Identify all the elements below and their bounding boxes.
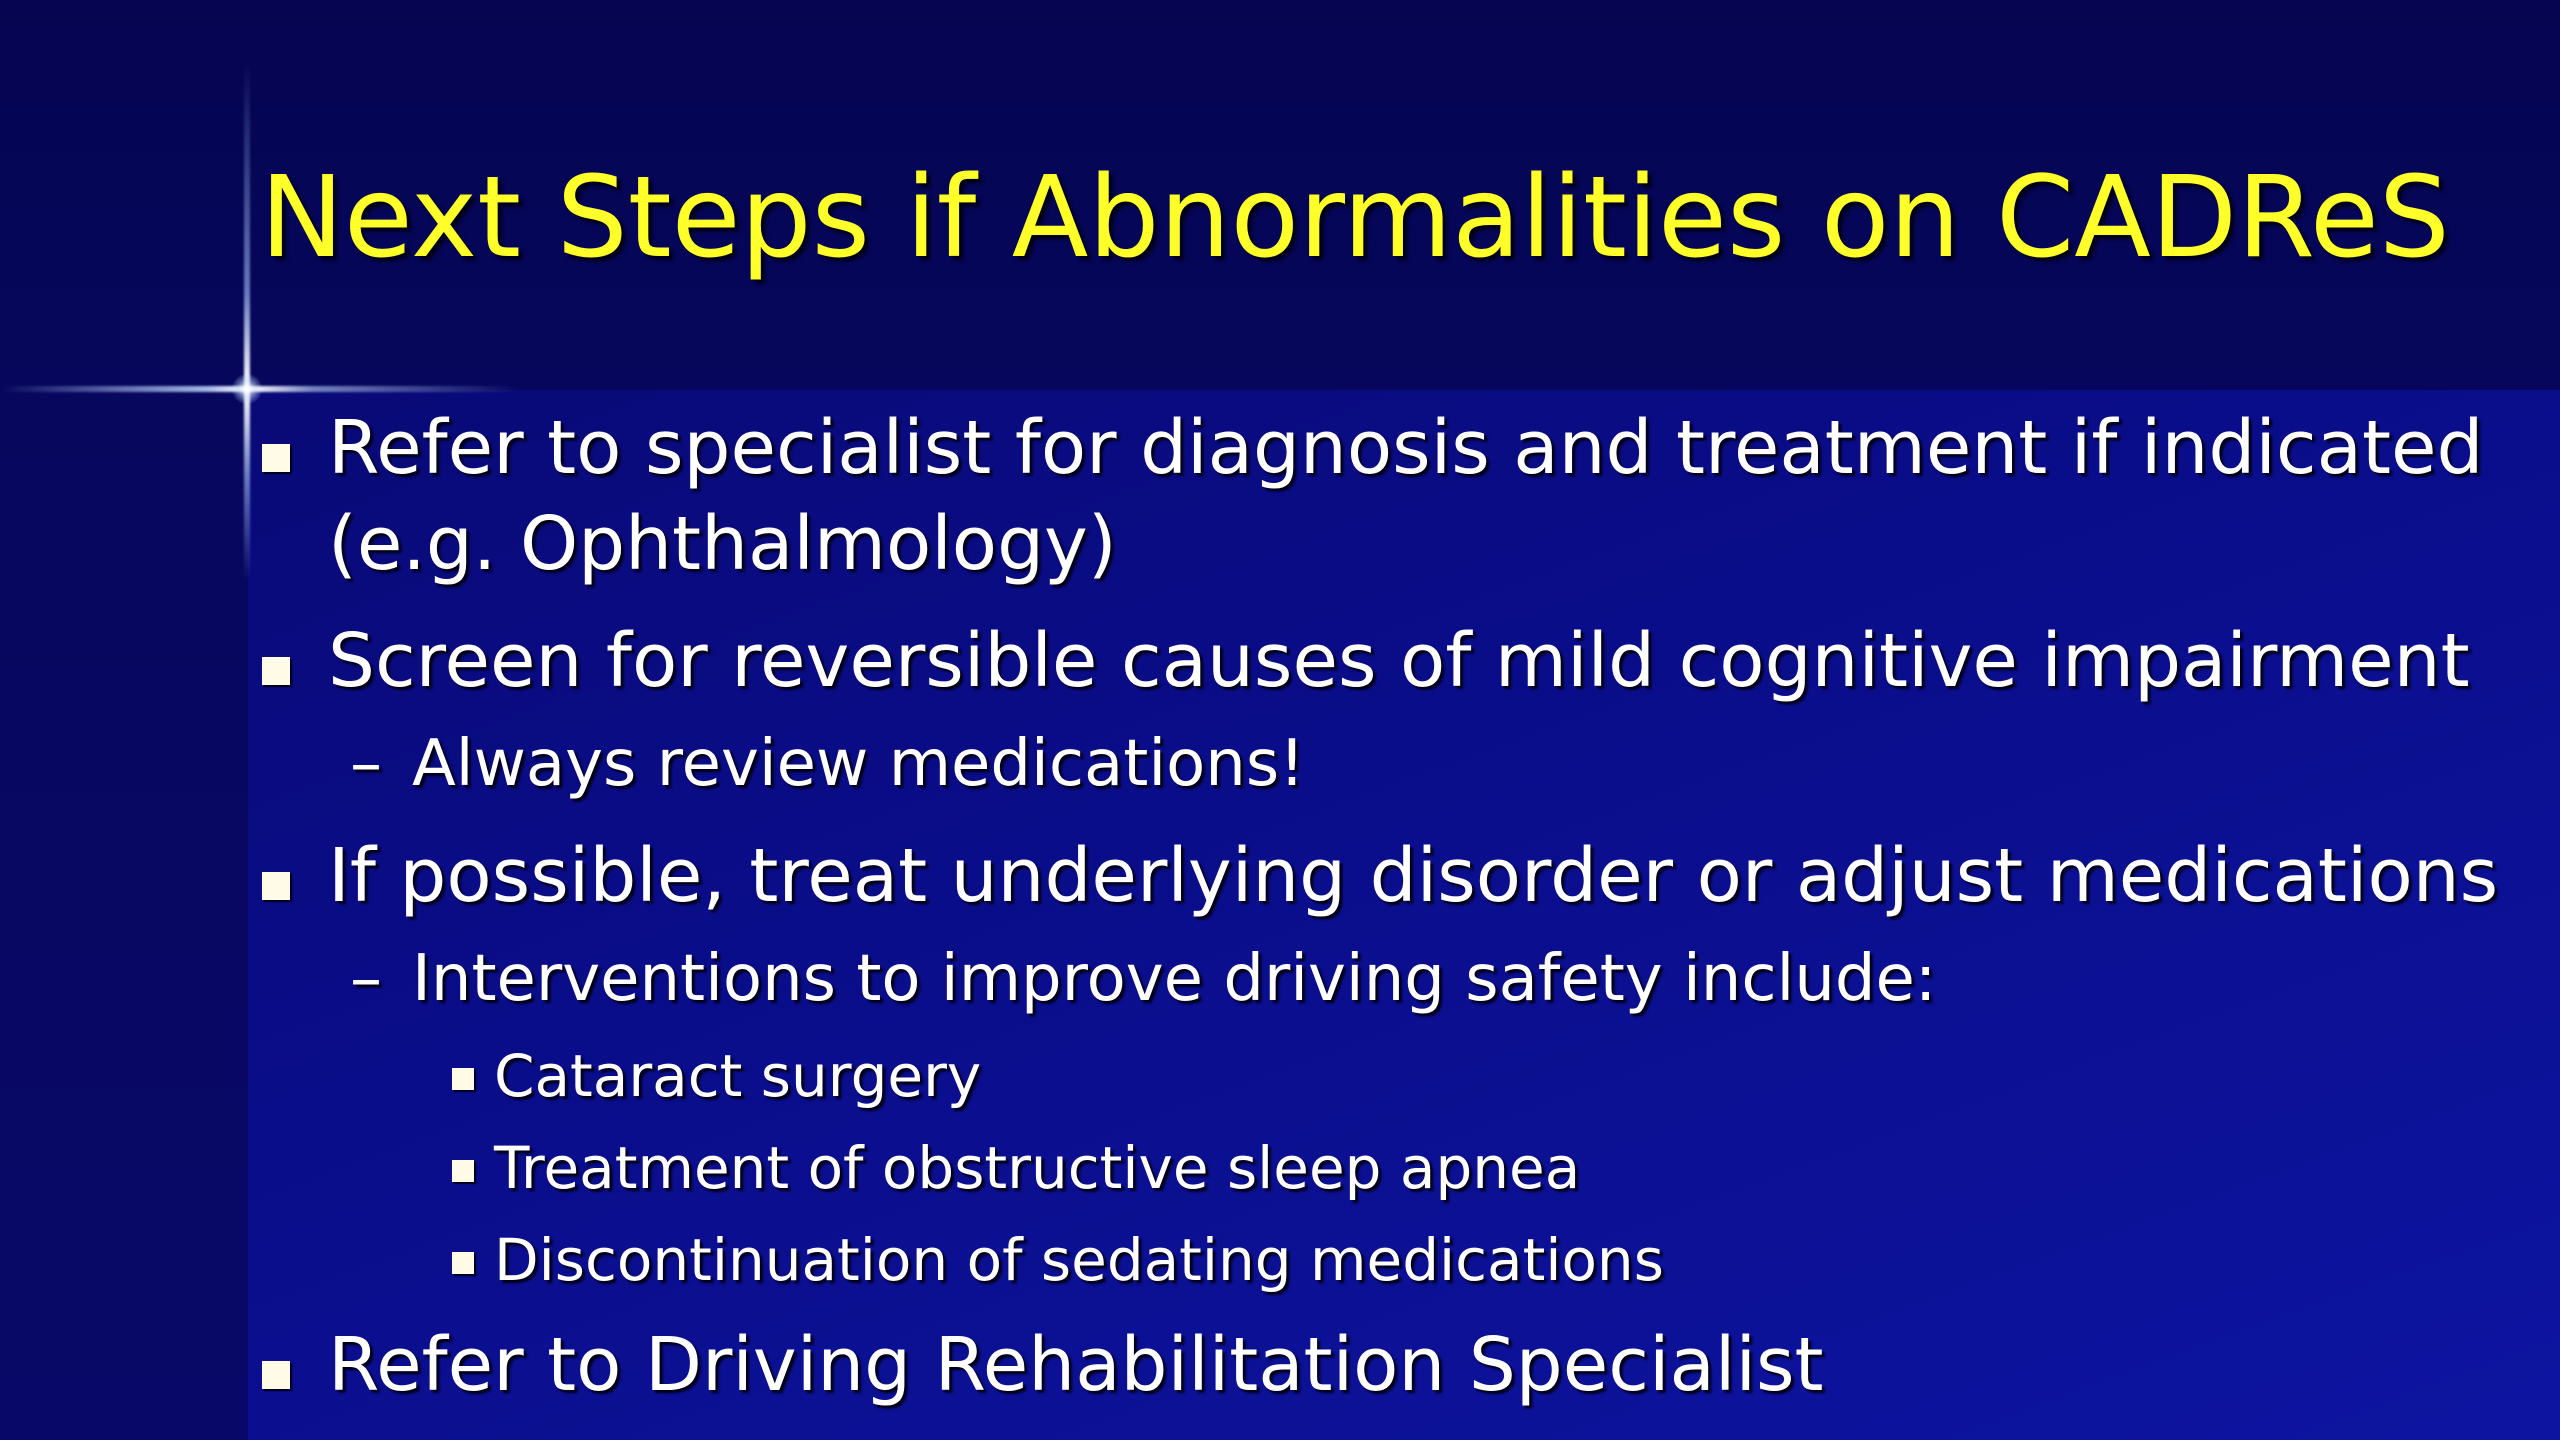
sub-sub-item-text: Discontinuation of sedating medications [494,1226,1664,1294]
square-bullet-icon [262,657,290,685]
square-bullet-icon [262,872,290,900]
sub-item-text: Always review medications! [412,727,1305,801]
sub-item-text: Interventions to improve driving safety include: [412,942,1937,1016]
bullet-text-line1: Refer to specialist for diagnosis and treatment if indicated [328,405,2484,491]
square-bullet-icon [452,1160,474,1182]
sub-sub-item-text: Cataract surgery [494,1042,982,1110]
slide-title: Next Steps if Abnormalities on CADReS [260,153,2450,283]
bullet-text: If possible, treat underlying disorder or adjust medications [328,833,2499,919]
square-bullet-icon [262,1361,290,1389]
dash-marker: – [350,727,382,801]
square-bullet-icon [452,1252,474,1274]
square-bullet-icon [262,444,290,472]
sub-sub-item-text: Treatment of obstructive sleep apnea [494,1134,1581,1202]
bullet-text: Refer to Driving Rehabilitation Specialist [328,1322,1824,1408]
bullet-text: Screen for reversible causes of mild cognitive impairment [328,618,2470,704]
light-flare-core [232,374,262,404]
left-band [0,390,248,1440]
dash-marker: – [350,942,382,1016]
light-flare-vertical [244,60,250,580]
bullet-text-line2: (e.g. Ophthalmology) [328,501,1117,587]
square-bullet-icon [452,1068,474,1090]
